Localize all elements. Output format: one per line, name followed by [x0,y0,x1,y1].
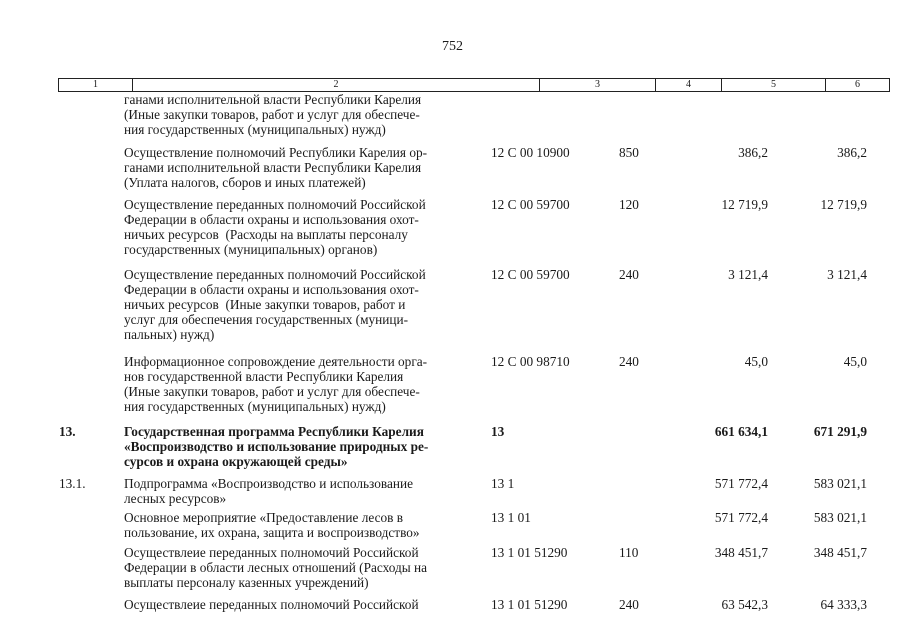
row-amount-col6: 12 719,9 [820,197,867,212]
row-amount-col5: 63 542,3 [721,597,768,612]
row-amount-col6: 64 333,3 [820,597,867,612]
row-name: Подпрограмма «Воспроизводство и использование лесных ресурсов» [124,476,413,506]
row-amount-col5: 386,2 [738,145,768,160]
column-header-6: 6 [855,79,860,90]
row-amount-col5: 348 451,7 [714,545,768,560]
row-name: Осуществлеие переданных полномочий Российской [124,597,419,612]
row-code: 12 С 00 98710 [491,354,570,369]
column-header-2: 2 [133,79,540,91]
page-number: 752 [442,39,463,54]
row-name: Основное мероприятие «Предоставление лесов в пользование, их охрана, защита и воспроизводство» [124,510,420,540]
row-name: Осуществление переданных полномочий Российской Федерации в области охраны и использования охот- ничьих ресурсов (Иные закупки товаров, работ и услуг для обеспечения государственных (муници- пальных) нужд) [124,267,426,342]
row-amount-col5: 3 121,4 [728,267,768,282]
row-name: Осуществлеие переданных полномочий Российской Федерации в области лесных отношений (Расходы на выплаты персоналу казенных учреждений) [124,545,428,590]
row-amount-col6: 583 021,1 [813,510,867,525]
row-code: 13 1 01 51290 [491,545,568,560]
row-expense-type: 240 [619,267,639,282]
row-number: 13.1. [59,476,86,491]
row-amount-col5: 12 719,9 [721,197,768,212]
row-code: 13 1 01 51290 [491,597,568,612]
row-name: Государственная программа Республики Карелия «Воспроизводство и использование природных ре- сурсов и охрана окружающей среды» [124,424,429,469]
column-header-3: 3 [540,79,656,91]
row-amount-col6: 3 121,4 [827,267,867,282]
row-code: 12 С 00 59700 [491,267,570,282]
row-code: 13 1 01 [491,510,531,525]
column-header-4: 4 [656,79,722,91]
row-amount-col6: 386,2 [837,145,867,160]
row-amount-col5: 571 772,4 [714,510,768,525]
row-amount-col5: 571 772,4 [714,476,768,491]
row-expense-type: 240 [619,597,639,612]
row-amount-col6: 671 291,9 [813,424,867,439]
row-expense-type: 850 [619,145,639,160]
row-amount-col5: 661 634,1 [714,424,768,439]
row-expense-type: 110 [619,545,639,560]
row-code: 12 С 00 10900 [491,145,570,160]
row-amount-col5: 45,0 [744,354,768,369]
column-header-1: 1 [59,79,133,91]
row-expense-type: 120 [619,197,639,212]
row-code: 13 [491,424,505,439]
row-amount-col6: 583 021,1 [813,476,867,491]
row-expense-type: 240 [619,354,639,369]
row-amount-col6: 348 451,7 [813,545,867,560]
row-number: 13. [59,424,76,439]
row-name: Осуществление полномочий Республики Карелия ор- ганами исполнительной власти Республики Карелия (Уплата налогов, сборов и иных платежей) [124,145,428,190]
row-code: 12 С 00 59700 [491,197,570,212]
row-code: 13 1 [491,476,515,491]
row-name: ганами исполнительной власти Республики Карелия (Иные закупки товаров, работ и услуг для обеспече- ния государственных (муниципальных) нужд) [124,92,422,137]
row-name: Информационное сопровождение деятельности орга- нов государственной власти Республики Карелия (Иные закупки товаров, работ и услуг для обеспече- ния государственных (муниципальных) нужд) [124,354,428,414]
table-header [58,78,890,92]
column-header-5: 5 [722,79,826,91]
row-amount-col6: 45,0 [843,354,867,369]
row-name: Осуществление переданных полномочий Российской Федерации в области охраны и использования охот- ничьих ресурсов (Расходы на выплаты персоналу государственных (муниципальных) органов) [124,197,426,257]
